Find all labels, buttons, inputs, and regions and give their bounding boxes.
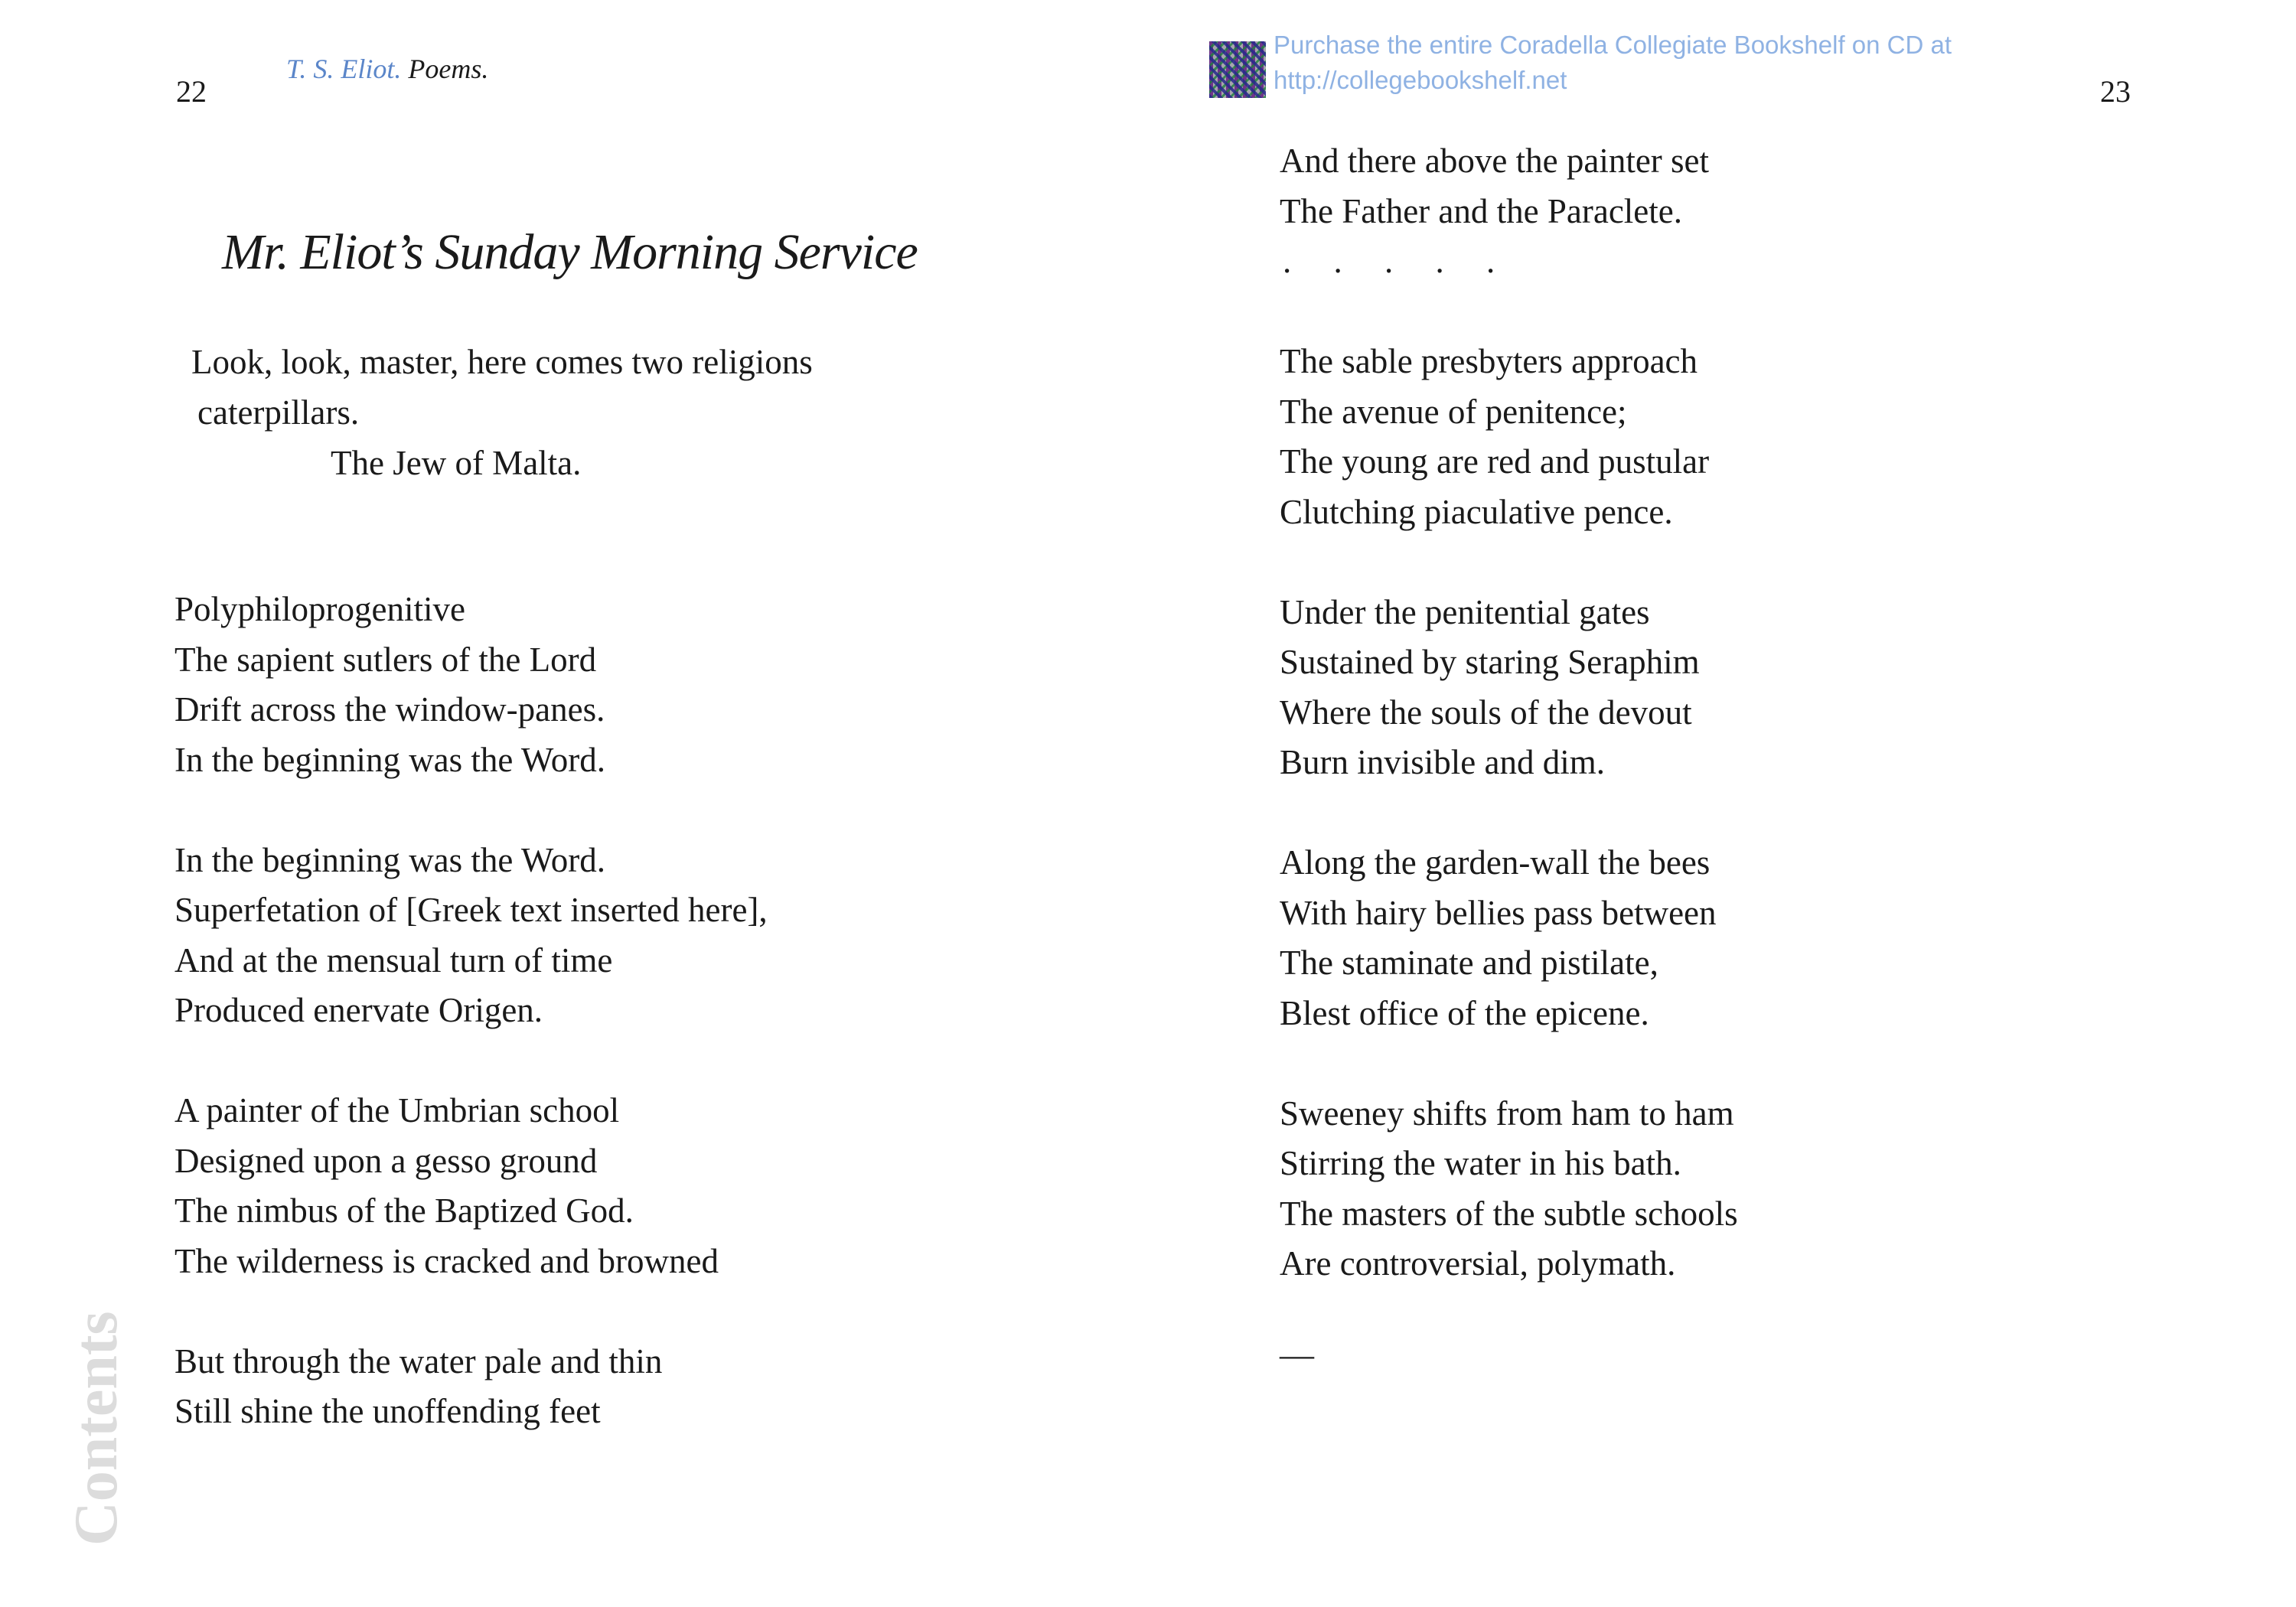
stanza [174,1337,1093,1437]
right-column [1280,136,2198,1289]
stanza [174,585,1093,785]
left-column [174,585,1093,1437]
stanza [1280,136,2198,287]
verse-line: Still shine the unoffending feet [174,1392,601,1430]
verse-line: But through the water pale and thin [174,1341,663,1380]
verse-line: Superfetation of [Greek text inserted here], [174,891,768,929]
verse-line: The sable presbyters approach [1280,342,1698,380]
stanza [1280,838,2198,1038]
verse-line: The staminate and pistilate, [1280,944,1658,982]
verse-line: Polyphiloprogenitive [174,590,465,628]
verse-line: Produced enervate Origen. [174,991,543,1029]
verse-line: Blest office of the epicene. [1280,993,1649,1032]
promo-link[interactable]: http://collegebookshelf.net [1274,66,1567,94]
verse-line: With hairy bellies pass between [1280,893,1717,932]
left-page-number: 22 [176,74,207,109]
verse-line: The nimbus of the Baptized God. [174,1191,634,1230]
verse-line: The wilderness is cracked and browned [174,1241,719,1280]
running-head-book: Poems. [408,54,489,84]
verse-line: In the beginning was the Word. [174,740,605,779]
promo-banner [1209,28,2051,104]
stanza [1280,588,2198,788]
right-page-number: 23 [2100,74,2131,109]
running-head [286,52,488,86]
epigraph-line: Look, look, master, here comes two religions [191,343,813,381]
verse-line: Drift across the window-panes. [174,690,605,729]
end-mark: — [1280,1335,1314,1374]
stanza [174,1086,1093,1286]
stanza [1280,337,2198,537]
verse-line: In the beginning was the Word. [174,840,605,879]
verse-line: Along the garden-wall the bees [1280,843,1711,882]
bookshelf-logo-icon[interactable] [1209,41,1266,98]
stanza [1280,1089,2198,1289]
promo-text [1274,28,1952,98]
stanza [174,836,1093,1036]
verse-line: Where the souls of the devout [1280,693,1692,732]
verse-line: Under the penitential gates [1280,592,1650,631]
verse-line: The sapient sutlers of the Lord [174,640,597,679]
epigraph [191,337,957,488]
verse-line: Are controversial, polymath. [1280,1244,1676,1283]
poem-title: Mr. Eliot’s Sunday Morning Service [222,224,918,280]
epigraph-source: The Jew of Malta. [331,444,582,482]
verse-line: The Father and the Paraclete. [1280,191,1683,230]
contents-tab[interactable]: Contents [63,1311,130,1546]
verse-line: The avenue of penitence; [1280,392,1627,431]
epigraph-line: caterpillars. [197,393,360,432]
verse-line: The young are red and pustular [1280,442,1710,481]
verse-line: And at the mensual turn of time [174,940,613,980]
verse-line: Burn invisible and dim. [1280,743,1605,781]
verse-line: And there above the painter set [1280,142,1710,180]
verse-line: A painter of the Umbrian school [174,1091,620,1129]
verse-line: Designed upon a gesso ground [174,1141,598,1180]
verse-line: The masters of the subtle schools [1280,1194,1738,1233]
verse-line: Stirring the water in his bath. [1280,1144,1681,1182]
verse-line: Sustained by staring Seraphim [1280,643,1700,681]
ellipsis-line: . . . . . [1283,242,1512,280]
verse-line: Sweeney shifts from ham to ham [1280,1094,1734,1133]
promo-line: Purchase the entire Coradella Collegiate Bookshelf on CD at [1274,31,1952,59]
running-head-author: T. S. Eliot. [286,54,402,84]
verse-line: Clutching piaculative pence. [1280,492,1673,531]
